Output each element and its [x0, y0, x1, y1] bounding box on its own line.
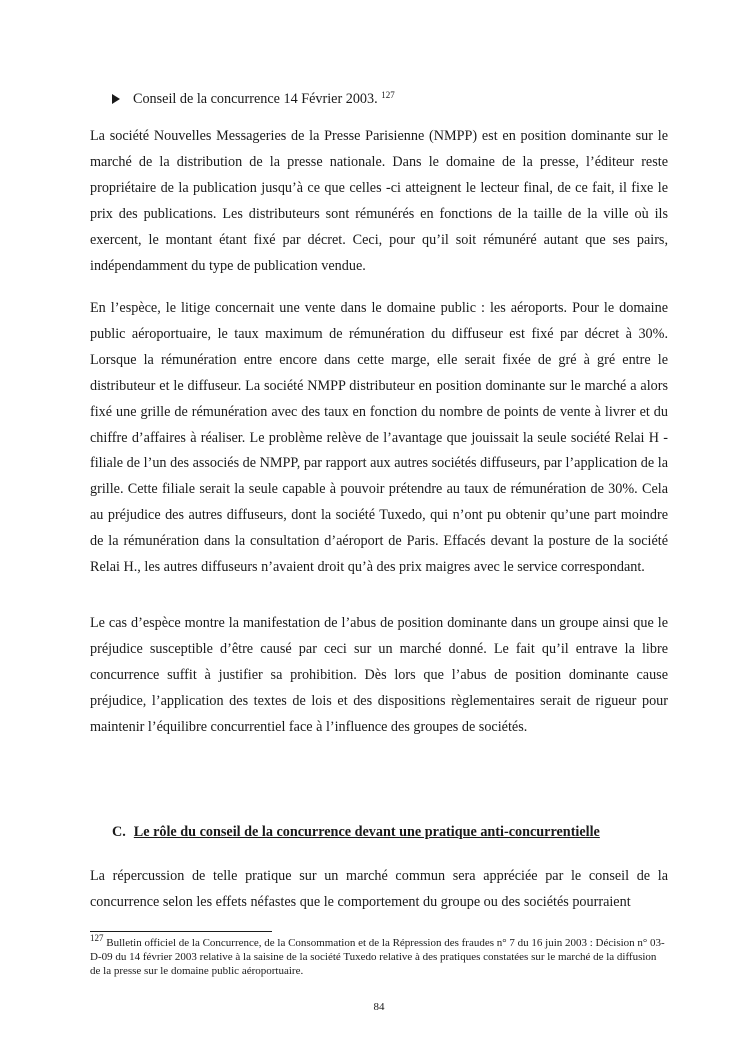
- footnote-number: 127: [90, 933, 104, 943]
- paragraph-nmpp-position: La société Nouvelles Messageries de la Presse Parisienne (NMPP) est en position dominante sur le marché de la distribution de la presse nationale. Dans le domaine de la presse, l’éditeur reste propriétaire de la publication jusqu’à ce que celles -ci atteignent le lecteur final, de ce fait, il fixe le prix des publications. Les distributeurs sont rémunérés en fonctions de la taille de la ville où ils exercent, le montant étant fixé par décret. Ceci, pour qu’il soit rémunéré autant que ses pairs, indépendamment du type de publication vendue.: [90, 128, 668, 274]
- footnote-divider: [90, 931, 272, 932]
- section-letter: C.: [112, 824, 126, 840]
- section-title: Le rôle du conseil de la concurrence devant une pratique anti-concurrentielle: [133, 824, 600, 840]
- paragraph-repercussion: La répercussion de telle pratique sur un marché commun sera appréciée par le conseil de la concurrence selon les effets néfastes que le comportement du groupe ou des sociétés pourraient: [90, 868, 668, 910]
- section-heading: [112, 822, 600, 842]
- footnote-reference: 127: [381, 90, 395, 100]
- page-number: 84: [373, 1001, 385, 1013]
- bullet-text: Conseil de la concurrence 14 Février 2003.: [133, 91, 378, 107]
- footnote: [90, 933, 668, 979]
- paragraph-abus-position: Le cas d’espèce montre la manifestation de l’abus de position dominante dans un groupe ainsi que le préjudice susceptible d’être causé par ceci sur un marché donné. Le fait qu’il entrave la libre concurrence suffit à justifier sa prohibition. Dès lors que l’abus de position dominante cause préjudice, l’application des textes de lois et des dispositions règlementaires serait de rigueur pour maintenir l’équilibre concurrentiel face à l’influence des groupes de sociétés.: [90, 615, 668, 735]
- arrow-bullet-icon: [112, 94, 120, 104]
- bullet-item: [112, 89, 395, 109]
- paragraph-litige-aeroports: En l’espèce, le litige concernait une vente dans le domaine public : les aéroports. Pour le domaine public aéroportuaire, le taux maximum de rémunération du diffuseur est fixé par décret à 30%. Lorsque la rémunération entre encore dans cette marge, elle serait fixée de gré à gré entre le distributeur et le diffuseur. La société NMPP distributeur en position dominante sur le marché a alors fixé une grille de rémunération avec des taux en fonction du nombre de points de vente à livrer et du chiffre d’affaires à réaliser. Le problème relève de l’avantage que jouissait la seule société Relai H -filiale de l’un des associés de NMPP, par rapport aux autres sociétés diffuseurs, par l’application de la grille. Cette filiale serait la seule capable à pouvoir prétendre au taux de rémunération de 30%. Cela au préjudice des autres diffuseurs, dont la société Tuxedo, qui n’ont pu obtenir qu’une part moindre de la rémunération dans la consultation d’aéroport de Paris. Effacés devant la posture de la société Relai H., les autres diffuseurs n’avaient droit qu’à des prix maigres avec le service correspondant.: [90, 300, 668, 576]
- footnote-text: Bulletin officiel de la Concurrence, de la Consommation et de la Répression des fraudes n° 7 du 16 juin 2003 : Décision n° 03-D-09 du 14 février 2003 relative à la saisine de la société Tuxedo relative à des pratiques constatées sur le marché de la diffusion de la presse sur le domaine public aéroportuaire.: [90, 937, 665, 978]
